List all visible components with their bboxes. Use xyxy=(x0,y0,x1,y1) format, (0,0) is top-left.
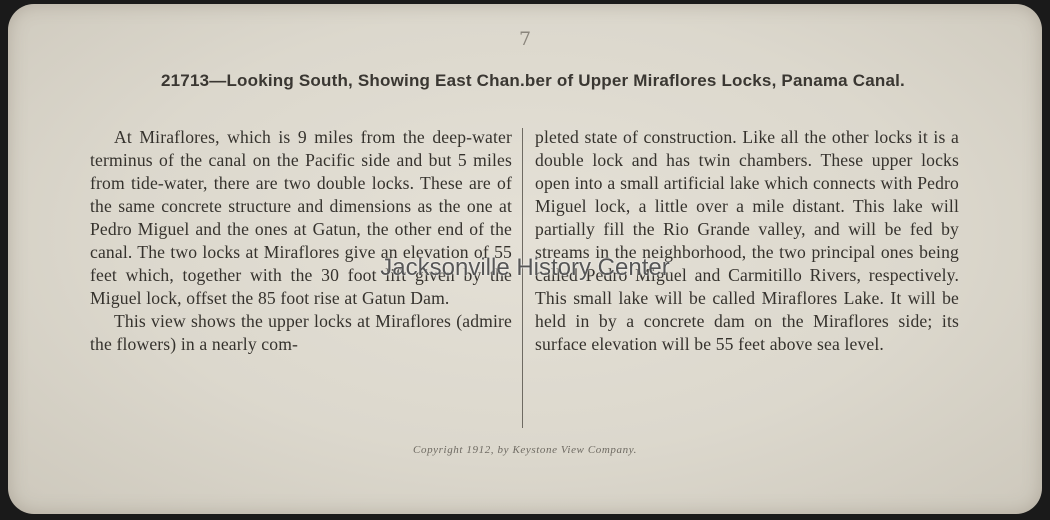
right-paragraph-1: pleted state of construction. Like all the other locks it is a double lock and has twin chambers. These upper locks open into a small artificial lake which connects with Pedro Miguel lock, a little over a mile distant. This lake will partially fill the Rio Grande valley, and will be fed by streams in the neighborhood, the two principal ones being called Pedro Miguel and Carmitillo Rivers, respectively. This small lake will be called Miraflores Lake. It will be held in by a concrete dam on the Miraflores side; its surface elevation will be 55 feet above sea level. xyxy=(535,127,959,354)
right-column xyxy=(535,126,959,356)
stereoview-card-back xyxy=(8,4,1042,514)
left-paragraph-1: At Miraflores, which is 9 miles from the deep-water terminus of the canal on the Pacific side and but 5 miles from tide-water, there are two double locks. These are of the same concrete structure and dimensions as the one at Pedro Miguel and the ones at Gatun, the other end of the canal. The two locks at Miraflores give an elevation of 55 feet which, together with the 30 foot lift given by the Miguel lock, offset the 85 foot rise at Gatun Dam. xyxy=(90,127,512,308)
card-title: 21713—Looking South, Showing East Chan.ber of Upper Miraflores Locks, Panama Canal. xyxy=(161,71,905,90)
page-number: 7 xyxy=(518,28,532,50)
watermark: Jacksonville History Center xyxy=(380,254,670,281)
column-divider xyxy=(522,128,523,428)
left-column xyxy=(90,126,512,356)
left-paragraph-2: This view shows the upper locks at Miraflores (admire the flowers) in a nearly com- xyxy=(90,311,512,354)
copyright-line: Copyright 1912, by Keystone View Company. xyxy=(413,444,637,456)
